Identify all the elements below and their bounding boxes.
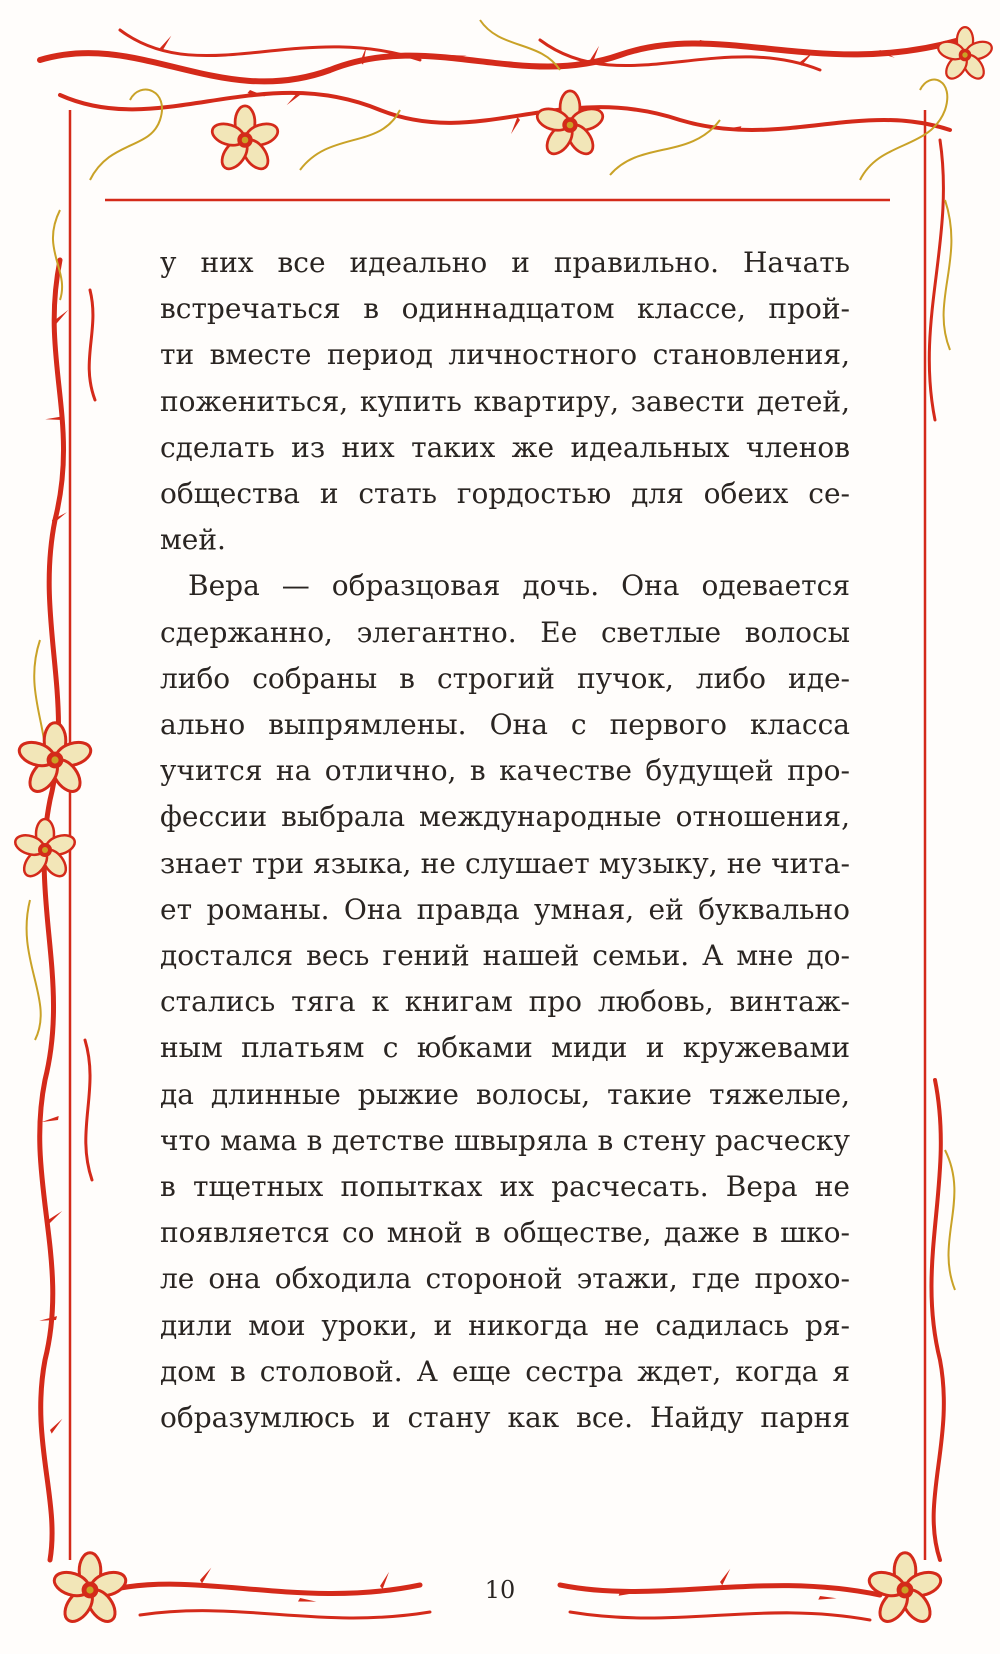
text-line: достался весь гений нашей семьи. А мне до- xyxy=(160,939,850,973)
text-line: мей. xyxy=(160,523,226,557)
text-line: общества и стать гордостью для обеих се- xyxy=(160,477,850,511)
text-line: в тщетных попытках их расчесать. Вера не xyxy=(160,1170,850,1204)
text-line: ет романы. Она правда умная, ей буквально xyxy=(160,892,850,926)
text-line: что мама в детстве швыряла в стену расческу xyxy=(160,1123,850,1157)
text-line: сдержанно, элегантно. Ее светлые волосы xyxy=(160,615,850,649)
text-line: знает три языка, не слушает музыку, не чита- xyxy=(160,846,850,880)
text-line: учится на отлично, в качестве будущей про- xyxy=(160,754,850,788)
text-line: ти вместе период личностного становления, xyxy=(160,338,850,372)
text-line: ным платьям с юбками миди и кружевами xyxy=(160,1031,850,1065)
text-line: ле она обходила стороной этажи, где прохо- xyxy=(160,1262,850,1296)
text-line: сделать из них таких же идеальных членов xyxy=(160,430,850,464)
right-gold-tendrils xyxy=(944,200,955,1290)
text-line: образумлюсь и стану как все. Найду парня xyxy=(160,1401,850,1435)
text-line: появляется со мной в обществе, даже в шко- xyxy=(160,1216,850,1250)
left-flowers xyxy=(13,723,94,881)
body-text xyxy=(160,240,850,1441)
text-line: встречаться в одиннадцатом классе, прой- xyxy=(160,292,850,326)
left-vines xyxy=(40,260,95,1560)
text-line: Вера — образцовая дочь. Она одевается xyxy=(188,569,850,603)
text-line: да длинные рыжие волосы, такие тяжелые, xyxy=(160,1077,850,1111)
text-line: стались тяга к книгам про любовь, винтаж- xyxy=(160,985,850,1019)
text-line: ально выпрямлены. Она с первого класса xyxy=(160,708,850,742)
text-line: дили мои уроки, и никогда не садилась ря- xyxy=(160,1308,850,1342)
text-line: у них все идеально и правильно. Начать xyxy=(160,246,850,279)
text-line: дом в столовой. А еще сестра ждет, когда я xyxy=(160,1354,850,1388)
right-vines xyxy=(929,140,944,1560)
top-flowers xyxy=(210,27,995,173)
text-line: либо собраны в строгий пучок, либо иде- xyxy=(160,661,850,695)
top-vines xyxy=(40,30,960,130)
page-number: 10 xyxy=(484,1576,516,1604)
text-line: пожениться, купить квартиру, завести детей, xyxy=(160,384,850,418)
text-line: фессии выбрала международные отношения, xyxy=(160,800,850,834)
